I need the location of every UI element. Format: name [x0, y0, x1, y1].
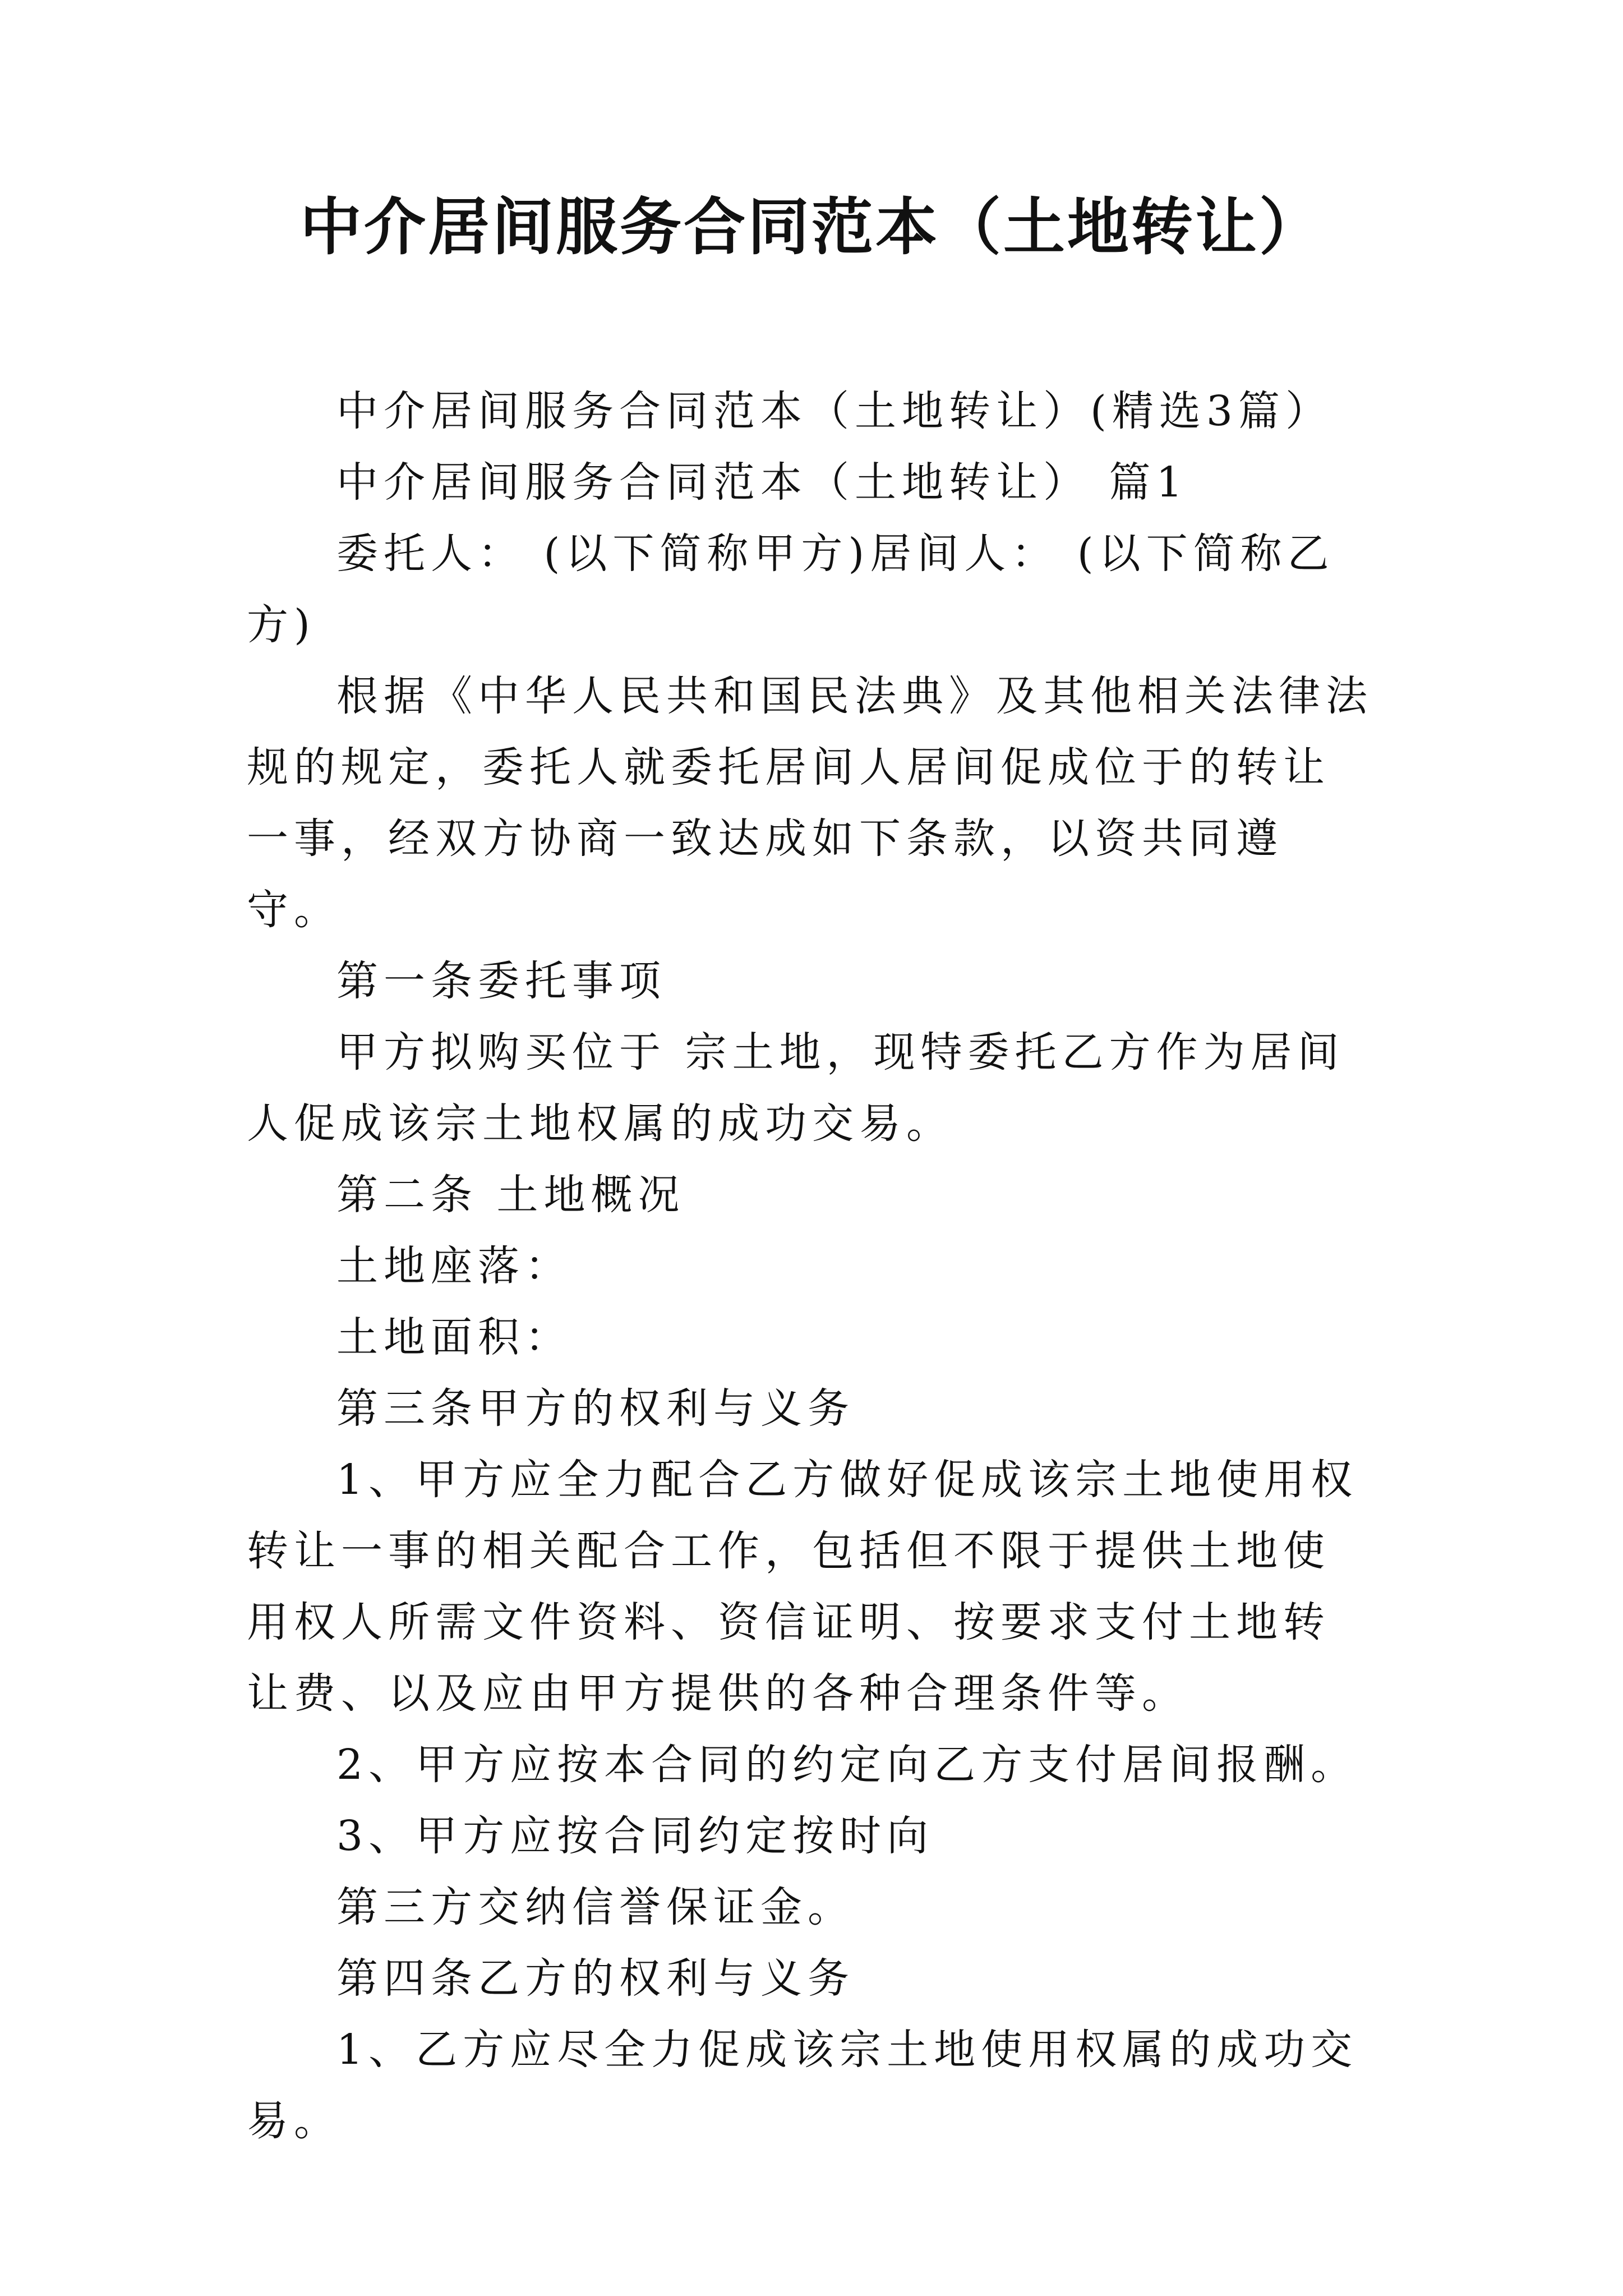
paragraph-preamble: 根据《中华人民共和国民法典》及其他相关法律法规的规定，委托人就委托居间人居间促成位于的转让一事，经双方协商一致达成如下条款，以资共同遵守。	[247, 672, 1373, 934]
paragraph-article-3-item-2: 2、甲方应按本合同的约定向乙方支付居间报酬。	[336, 1741, 1358, 1789]
paragraph-parties: 委托人： (以下简称甲方)居间人： (以下简称乙方)	[247, 530, 1335, 649]
paragraph-article-4-heading: 第四条乙方的权利与义务	[336, 1954, 855, 2003]
paragraph-land-location: 土地座落：	[336, 1242, 572, 1290]
paragraph-article-3-item-3: 3、甲方应按合同约定按时向	[336, 1812, 934, 1860]
paragraph-article-2-heading: 第二条 土地概况	[336, 1171, 685, 1219]
paragraph-article-3-heading: 第三条甲方的权利与义务	[336, 1384, 855, 1433]
document-body	[247, 376, 1374, 2157]
paragraph-section-heading: 中介居间服务合同范本（土地转让） 篇1	[336, 458, 1188, 507]
paragraph-article-3-item-3-cont: 第三方交纳信誉保证金。	[336, 1883, 855, 1931]
paragraph-article-4-item-1: 1、乙方应尽全力促成该宗土地使用权属的成功交易。	[247, 2026, 1358, 2145]
paragraph-land-area: 土地面积：	[336, 1313, 572, 1361]
document-title: 中介居间服务合同范本（土地转让）	[300, 191, 1323, 263]
paragraph-subtitle: 中介居间服务合同范本（土地转让）(精选3篇）	[336, 387, 1332, 435]
paragraph-article-1-heading: 第一条委托事项	[336, 957, 666, 1005]
paragraph-article-3-item-1: 1、甲方应全力配合乙方做好促成该宗土地使用权转让一事的相关配合工作，包括但不限于提供土地使用权人所需文件资料、资信证明、按要求支付土地转让费、以及应由甲方提供的各种合理条件等。	[247, 1456, 1358, 1718]
paragraph-article-1-body: 甲方拟购买位于 宗土地，现特委托乙方作为居间人促成该宗土地权属的成功交易。	[247, 1028, 1345, 1148]
